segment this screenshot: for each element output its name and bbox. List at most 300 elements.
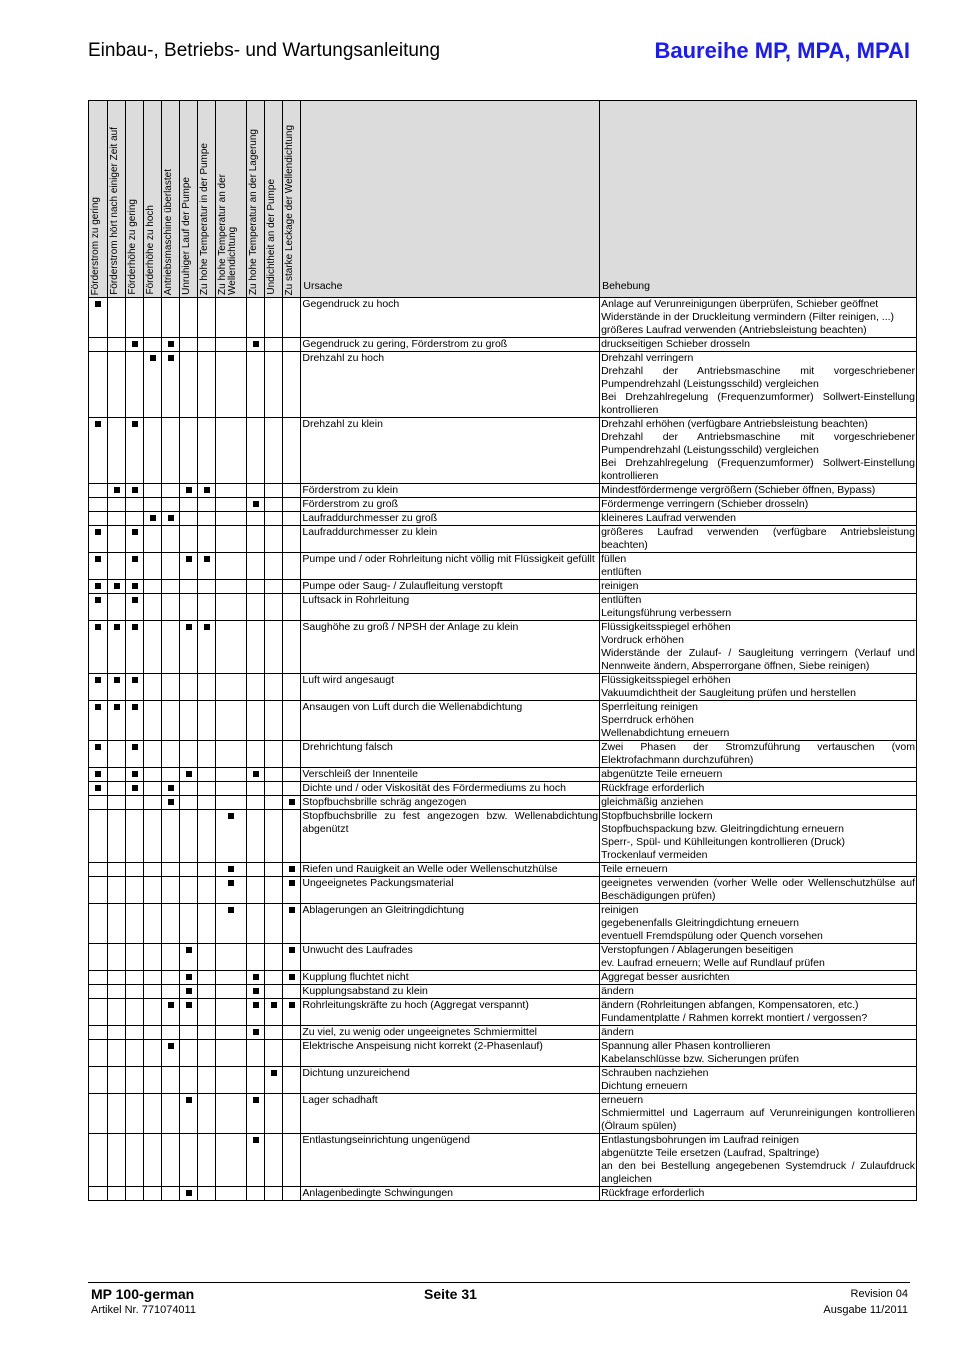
cause-text: Pumpe und / oder Rohrleitung nicht völlig mit Flüssigkeit gefüllt (302, 553, 595, 565)
symptom-cell (265, 741, 283, 768)
remedy-cell (600, 768, 917, 782)
symptom-cell (216, 553, 247, 580)
cause-text: Drehzahl zu klein (302, 418, 383, 430)
mark-square-icon (186, 974, 192, 980)
mark-square-icon (168, 341, 174, 347)
symptom-cell (144, 674, 162, 701)
symptom-cell (108, 904, 126, 944)
symptom-cell (144, 768, 162, 782)
symptom-cell (265, 944, 283, 971)
mark-square-icon (186, 1190, 192, 1196)
symptom-label: Zu hohe Temperatur an der Wellendichtung (217, 173, 239, 295)
symptom-header (162, 101, 180, 298)
symptom-cell (216, 338, 247, 352)
symptom-cell (180, 1067, 198, 1094)
symptom-cell (283, 904, 301, 944)
symptom-cell (216, 580, 247, 594)
cause-text: Verschleiß der Innenteile (302, 768, 418, 780)
cause-text: Stopfbuchsbrille schräg angezogen (302, 796, 467, 808)
symptom-cell (247, 971, 265, 985)
symptom-cell (162, 594, 180, 621)
table-row (89, 580, 917, 594)
mark-square-icon (271, 1002, 277, 1008)
remedy-line: Sperrdruck erhöhen (601, 714, 694, 726)
series-title: Baureihe MP, MPA, MPAI (654, 38, 910, 63)
cause-text: Riefen und Rauigkeit an Welle oder Wellenschutzhülse (302, 863, 558, 875)
table-row (89, 512, 917, 526)
symptom-cell (162, 904, 180, 944)
mark-square-icon (114, 583, 120, 589)
mark-square-icon (289, 947, 295, 953)
remedy-line: Mindestfördermenge vergrößern (Schieber öffnen, Bypass) (601, 484, 876, 496)
symptom-cell (216, 944, 247, 971)
symptom-cell (144, 701, 162, 741)
symptom-cell (126, 418, 144, 484)
symptom-cell (216, 1067, 247, 1094)
symptom-cell (216, 526, 247, 553)
mark-square-icon (132, 677, 138, 683)
symptom-cell (216, 1134, 247, 1187)
symptom-cell (216, 999, 247, 1026)
symptom-cell (89, 796, 108, 810)
troubleshooting-table (88, 100, 917, 1201)
symptom-cell (216, 904, 247, 944)
remedy-cell (600, 1187, 917, 1201)
symptom-cell (126, 782, 144, 796)
symptom-cell (247, 498, 265, 512)
mark-square-icon (168, 515, 174, 521)
symptom-cell (247, 1134, 265, 1187)
symptom-cell (265, 971, 283, 985)
symptom-cell (162, 553, 180, 580)
symptom-cell (162, 985, 180, 999)
symptom-label: Unruhiger Lauf der Pumpe (181, 177, 193, 295)
mark-square-icon (95, 529, 101, 535)
symptom-cell (198, 782, 216, 796)
symptom-label: Zu hohe Temperatur in der Pumpe (199, 142, 211, 295)
symptom-cell (89, 944, 108, 971)
cause-text: Pumpe oder Saug- / Zulaufleitung verstopft (302, 580, 503, 592)
symptom-cell (162, 1040, 180, 1067)
table-row (89, 1187, 917, 1201)
symptom-header (180, 101, 198, 298)
mark-square-icon (253, 1002, 259, 1008)
remedy-line: Sperrleitung reinigen (601, 701, 698, 713)
table-row (89, 352, 917, 418)
symptom-cell (283, 1187, 301, 1201)
table-row (89, 338, 917, 352)
symptom-cell (144, 904, 162, 944)
remedy-cell (600, 863, 917, 877)
mark-square-icon (289, 974, 295, 980)
remedy-line: Sperr-, Spül- und Kühlleitungen kontrollieren (Druck) (601, 836, 846, 848)
remedy-cell (600, 621, 917, 674)
remedy-line: füllen (601, 553, 627, 565)
symptom-cell (283, 526, 301, 553)
symptom-cell (126, 863, 144, 877)
remedy-cell (600, 1067, 917, 1094)
table-row (89, 526, 917, 553)
symptom-cell (283, 1040, 301, 1067)
cause-cell (301, 674, 600, 701)
symptom-cell (144, 526, 162, 553)
cause-cell (301, 594, 600, 621)
symptom-cell (283, 352, 301, 418)
remedy-line: entlüften (601, 594, 642, 606)
remedy-line: Widerstände in der Druckleitung vermindern (Filter reinigen, ...) (601, 311, 895, 323)
symptom-cell (283, 418, 301, 484)
symptom-header (144, 101, 162, 298)
symptom-cell (265, 512, 283, 526)
cause-cell (301, 768, 600, 782)
symptom-cell (89, 971, 108, 985)
symptom-header (283, 101, 301, 298)
cause-text: Anlagenbedingte Schwingungen (302, 1187, 453, 1199)
symptom-cell (265, 526, 283, 553)
symptom-cell (247, 580, 265, 594)
symptom-cell (180, 484, 198, 498)
symptom-cell (89, 768, 108, 782)
symptom-cell (108, 1134, 126, 1187)
symptom-cell (198, 621, 216, 674)
symptom-cell (89, 338, 108, 352)
table-row (89, 985, 917, 999)
mark-square-icon (132, 556, 138, 562)
footer-doc-id: MP 100-german (91, 1286, 195, 1302)
symptom-cell (180, 863, 198, 877)
remedy-line: Drehzahl verringern (601, 352, 694, 364)
table-row (89, 418, 917, 484)
symptom-cell (216, 782, 247, 796)
mark-square-icon (95, 704, 101, 710)
symptom-cell (198, 1094, 216, 1134)
remedy-line: Stopfbuchspackung bzw. Gleitringdichtung erneuern (601, 823, 844, 835)
table-row (89, 863, 917, 877)
symptom-cell (247, 484, 265, 498)
mark-square-icon (168, 1002, 174, 1008)
symptom-cell (144, 580, 162, 594)
cause-text: Laufraddurchmesser zu klein (302, 526, 438, 538)
cause-cell (301, 1094, 600, 1134)
symptom-cell (126, 1134, 144, 1187)
symptom-cell (247, 418, 265, 484)
table-row (89, 796, 917, 810)
footer-edition: Ausgabe 11/2011 (823, 1304, 908, 1316)
symptom-cell (283, 701, 301, 741)
mark-square-icon (95, 583, 101, 589)
remedy-line: Trockenlauf vermeiden (601, 849, 708, 861)
cause-text: Ungeeignetes Packungsmaterial (302, 877, 454, 889)
symptom-cell (108, 621, 126, 674)
symptom-cell (247, 621, 265, 674)
remedy-cell (600, 580, 917, 594)
symptom-cell (283, 971, 301, 985)
remedy-line: Zwei Phasen der Stromzuführung vertauschen (vom Elektrofachmann durchzuführen) (601, 741, 915, 766)
remedy-cell (600, 999, 917, 1026)
symptom-cell (283, 782, 301, 796)
symptom-cell (198, 741, 216, 768)
remedy-cell (600, 1026, 917, 1040)
remedy-cell (600, 338, 917, 352)
symptom-cell (265, 553, 283, 580)
symptom-cell (162, 741, 180, 768)
symptom-cell (162, 338, 180, 352)
remedy-cell (600, 594, 917, 621)
symptom-cell (162, 1134, 180, 1187)
symptom-cell (108, 580, 126, 594)
cause-cell (301, 298, 600, 338)
symptom-cell (283, 1026, 301, 1040)
symptom-cell (108, 877, 126, 904)
symptom-label: Antriebsmaschine überlastet (163, 168, 175, 295)
symptom-cell (144, 1067, 162, 1094)
remedy-cell (600, 298, 917, 338)
symptom-cell (108, 944, 126, 971)
symptom-cell (126, 701, 144, 741)
symptom-cell (283, 498, 301, 512)
cause-text: Entlastungseinrichtung ungenügend (302, 1134, 470, 1146)
symptom-cell (198, 512, 216, 526)
symptom-cell (180, 971, 198, 985)
symptom-cell (180, 338, 198, 352)
symptom-cell (162, 782, 180, 796)
symptom-cell (180, 674, 198, 701)
symptom-cell (89, 484, 108, 498)
symptom-cell (126, 580, 144, 594)
symptom-cell (89, 863, 108, 877)
symptom-cell (198, 498, 216, 512)
symptom-cell (216, 1040, 247, 1067)
table-row (89, 298, 917, 338)
symptom-cell (180, 418, 198, 484)
symptom-cell (247, 768, 265, 782)
symptom-cell (198, 1134, 216, 1187)
remedy-cell (600, 782, 917, 796)
symptom-cell (265, 810, 283, 863)
symptom-cell (198, 971, 216, 985)
mark-square-icon (150, 515, 156, 521)
mark-square-icon (253, 974, 259, 980)
symptom-cell (265, 863, 283, 877)
mark-square-icon (289, 880, 295, 886)
symptom-cell (162, 1067, 180, 1094)
symptom-cell (126, 796, 144, 810)
remedy-line: Fördermenge verringern (Schieber drosseln) (601, 498, 809, 510)
symptom-cell (162, 1187, 180, 1201)
remedy-line: Drehzahl der Antriebsmaschine mit vorgeschriebener Pumpendrehzahl (Leistungsschild) vergleichen (601, 365, 915, 390)
symptom-cell (108, 999, 126, 1026)
symptom-cell (247, 352, 265, 418)
symptom-cell (144, 553, 162, 580)
cause-cell (301, 999, 600, 1026)
table-row (89, 741, 917, 768)
symptom-cell (89, 999, 108, 1026)
mark-square-icon (289, 866, 295, 872)
remedy-line: an den bei Bestellung angegebenen Systemdruck / Zulaufdruck angleichen (601, 1160, 915, 1185)
remedy-line: Vordruck erhöhen (601, 634, 684, 646)
symptom-cell (144, 741, 162, 768)
symptom-cell (180, 796, 198, 810)
symptom-cell (162, 701, 180, 741)
symptom-cell (198, 1026, 216, 1040)
table-row (89, 621, 917, 674)
symptom-cell (216, 810, 247, 863)
remedy-header: Behebung (600, 101, 917, 298)
symptom-cell (108, 741, 126, 768)
symptom-cell (126, 298, 144, 338)
symptom-cell (108, 1067, 126, 1094)
symptom-cell (126, 741, 144, 768)
symptom-cell (126, 999, 144, 1026)
remedy-line: größeres Laufrad verwenden (verfügbare Antriebsleistung beachten) (601, 526, 915, 551)
table-row (89, 674, 917, 701)
cause-cell (301, 810, 600, 863)
cause-cell (301, 741, 600, 768)
table-row (89, 484, 917, 498)
symptom-cell (108, 418, 126, 484)
symptom-cell (247, 877, 265, 904)
mark-square-icon (168, 785, 174, 791)
symptom-cell (108, 594, 126, 621)
symptom-cell (180, 580, 198, 594)
symptom-cell (89, 904, 108, 944)
remedy-cell (600, 484, 917, 498)
symptom-cell (126, 971, 144, 985)
mark-square-icon (186, 771, 192, 777)
symptom-cell (265, 338, 283, 352)
table-row (89, 1094, 917, 1134)
mark-square-icon (132, 771, 138, 777)
symptom-cell (162, 1026, 180, 1040)
symptom-cell (247, 1187, 265, 1201)
mark-square-icon (114, 677, 120, 683)
mark-square-icon (289, 799, 295, 805)
remedy-line: Flüssigkeitsspiegel erhöhen (601, 621, 731, 633)
symptom-cell (108, 512, 126, 526)
remedy-line: Aggregat besser ausrichten (601, 971, 730, 983)
mark-square-icon (132, 744, 138, 750)
symptom-cell (180, 741, 198, 768)
symptom-cell (283, 1067, 301, 1094)
cause-text: Rohrleitungskräfte zu hoch (Aggregat verspannt) (302, 999, 529, 1011)
symptom-header (126, 101, 144, 298)
symptom-cell (198, 796, 216, 810)
table-row (89, 944, 917, 971)
cause-text: Stopfbuchsbrille zu fest angezogen bzw. Wellenabdichtung abgenützt (302, 810, 599, 835)
symptom-cell (247, 338, 265, 352)
mark-square-icon (186, 556, 192, 562)
mark-square-icon (253, 771, 259, 777)
symptom-cell (283, 1094, 301, 1134)
mark-square-icon (132, 624, 138, 630)
symptom-cell (283, 594, 301, 621)
table-row (89, 1040, 917, 1067)
mark-square-icon (168, 799, 174, 805)
remedy-cell (600, 512, 917, 526)
remedy-line: Verstopfungen / Ablagerungen beseitigen (601, 944, 794, 956)
cause-text: Zu viel, zu wenig oder ungeeignetes Schmiermittel (302, 1026, 537, 1038)
symptom-cell (247, 512, 265, 526)
mark-square-icon (95, 771, 101, 777)
cause-cell (301, 904, 600, 944)
symptom-cell (108, 352, 126, 418)
cause-header: Ursache (301, 101, 600, 298)
mark-square-icon (228, 880, 234, 886)
remedy-line: Wellenabdichtung erneuern (601, 727, 730, 739)
mark-square-icon (132, 341, 138, 347)
symptom-cell (283, 298, 301, 338)
remedy-cell (600, 944, 917, 971)
cause-cell (301, 1026, 600, 1040)
symptom-cell (126, 512, 144, 526)
mark-square-icon (186, 1002, 192, 1008)
mark-square-icon (95, 785, 101, 791)
remedy-line: gleichmäßig anziehen (601, 796, 704, 808)
remedy-cell (600, 553, 917, 580)
symptom-cell (180, 298, 198, 338)
symptom-cell (216, 768, 247, 782)
mark-square-icon (95, 421, 101, 427)
symptom-cell (283, 741, 301, 768)
symptom-cell (247, 526, 265, 553)
cause-text: Lager schadhaft (302, 1094, 378, 1106)
symptom-cell (283, 985, 301, 999)
remedy-line: Anlage auf Verunreinigungen überprüfen, Schieber geöffnet (601, 298, 879, 310)
symptom-cell (180, 1026, 198, 1040)
symptom-cell (144, 810, 162, 863)
symptom-cell (89, 418, 108, 484)
symptom-cell (198, 1187, 216, 1201)
remedy-line: ändern (Rohrleitungen abfangen, Kompensatoren, etc.) (601, 999, 859, 1011)
symptom-cell (144, 418, 162, 484)
symptom-cell (247, 1026, 265, 1040)
symptom-cell (265, 580, 283, 594)
remedy-line: Dichtung erneuern (601, 1080, 688, 1092)
table-body (89, 298, 917, 1201)
remedy-line: Stopfbuchsbrille lockern (601, 810, 713, 822)
symptom-cell (283, 810, 301, 863)
table-row (89, 999, 917, 1026)
remedy-line: gegebenenfalls Gleitringdichtung erneuern (601, 917, 799, 929)
symptom-cell (180, 594, 198, 621)
symptom-cell (283, 796, 301, 810)
symptom-cell (144, 484, 162, 498)
remedy-cell (600, 498, 917, 512)
symptom-cell (144, 985, 162, 999)
remedy-line: Rückfrage erforderlich (601, 782, 705, 794)
symptom-cell (144, 594, 162, 621)
cause-cell (301, 971, 600, 985)
symptom-cell (180, 1134, 198, 1187)
symptom-cell (265, 701, 283, 741)
symptom-cell (162, 971, 180, 985)
cause-cell (301, 877, 600, 904)
symptom-cell (198, 810, 216, 863)
symptom-cell (198, 526, 216, 553)
symptom-cell (283, 580, 301, 594)
cause-text: Gegendruck zu gering, Förderstrom zu groß (302, 338, 508, 350)
document-title: Einbau-, Betriebs- und Wartungsanleitung (88, 40, 441, 61)
remedy-cell (600, 985, 917, 999)
symptom-cell (216, 863, 247, 877)
symptom-header (89, 101, 108, 298)
symptom-cell (126, 526, 144, 553)
symptom-cell (247, 741, 265, 768)
symptom-cell (89, 498, 108, 512)
table-row (89, 1026, 917, 1040)
symptom-label: Zu starke Leckage der Wellendichtung (284, 124, 296, 295)
cause-text: Kupplung fluchtet nicht (302, 971, 409, 983)
